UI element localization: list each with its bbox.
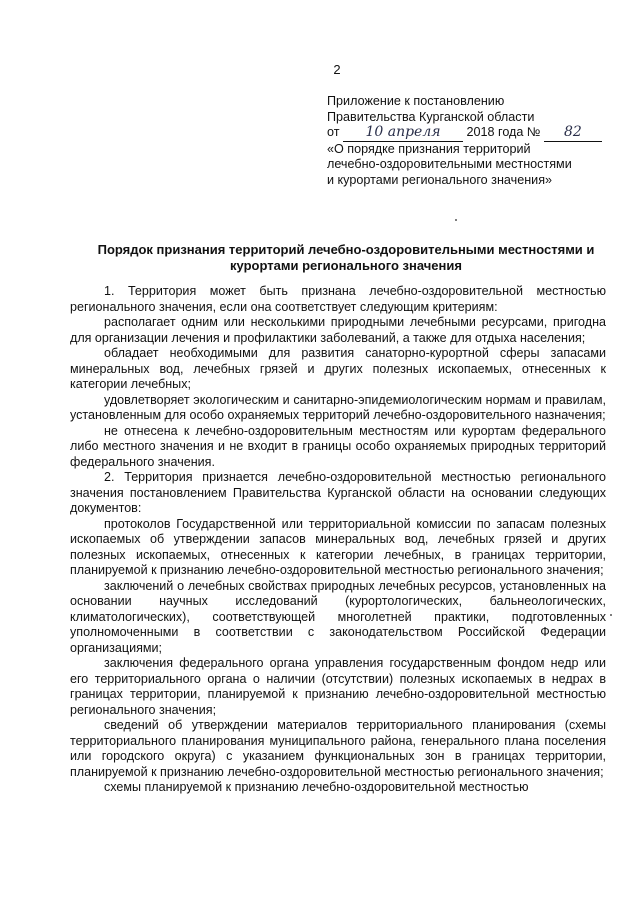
- paragraph: заключения федерального органа управления государственным фондом недр или его территориального органа о наличии (отсутствии) полезных ископаемых в недрах в границах территории, планируемой к признанию лечебно-оздоровительной местностью регионального значения;: [70, 656, 606, 717]
- paragraph: располагает одним или несколькими природными лечебными ресурсами, пригодна для организации лечения и профилактики заболеваний, а также для отдыха населения;: [70, 315, 606, 345]
- paragraph: заключений о лечебных свойствах природных лечебных ресурсов, установленных на основании научных исследований (курортологических, бальнеологических, климатологических), соответствующей многолетней практики, подготовленных уполномоченными в соответствии с законодательством Российской Федерации организациями;: [70, 578, 606, 655]
- title-line-1: Порядок признания территорий лечебно-оздоровительными местностями и: [97, 242, 595, 257]
- from-label: от: [327, 125, 340, 139]
- document-title: [72, 242, 620, 274]
- appendix-line-2: Правительства Курганской области: [327, 109, 535, 124]
- paragraph: удовлетворяет экологическим и санитарно-эпидемиологическим нормам и правилам, установленным для особо охраняемых территорий лечебно-оздоровительного назначения;: [70, 392, 606, 422]
- paragraph: 1. Территория может быть признана лечебно-оздоровительной местностью регионального значения, если она соответствует следующим критериям:: [70, 284, 606, 314]
- paragraph: протоколов Государственной или территориальной комиссии по запасам полезных ископаемых об утверждении запасов минеральных вод, лечебных грязей и других полезных ископаемых, отнесенных к категории лечебных, в границах территории, планируемой к признанию лечебно-оздоровительной местностью регионального значения;: [70, 516, 606, 577]
- year-text: 2018 года №: [466, 125, 541, 139]
- paragraph: обладает необходимыми для развития санаторно-курортной сферы запасами минеральных вод, лечебных грязей и других полезных ископаемых, отнесенных к категории лечебных;: [70, 346, 606, 391]
- appendix-date-line: [327, 125, 627, 142]
- document-body: [70, 284, 606, 796]
- paragraph: 2. Территория признается лечебно-оздоровительной местностью регионального значения постановлением Правительства Курганской области на основании следующих документов:: [70, 470, 606, 515]
- handwritten-number: 82: [544, 125, 602, 142]
- appendix-quote-line-2: лечебно-оздоровительными местностями: [327, 157, 572, 171]
- paragraph: не отнесена к лечебно-оздоровительным местностям или курортам федерального либо местного значения и не входит в границы особо охраняемых природных территорий федерального значения.: [70, 423, 606, 469]
- appendix-quote-line-1: «О порядке признания территорий: [327, 141, 531, 156]
- paragraph: схемы планируемой к признанию лечебно-оздоровительной местностью: [104, 780, 529, 794]
- appendix-quote-line-3: и курортами регионального значения»: [327, 172, 553, 187]
- scan-speck: [610, 614, 612, 616]
- scan-speck: [455, 219, 457, 221]
- appendix-header: [327, 94, 627, 188]
- paragraph: сведений об утверждении материалов территориального планирования (схемы территориального планирования муниципального района, генерального плана поселения или городского округа) с указанием функциональных зон в границах территории, планируемой к признанию лечебно-оздоровительной местностью регионального значения;: [70, 718, 606, 779]
- appendix-line-1: Приложение к постановлению: [327, 94, 505, 108]
- page-number: 2: [333, 62, 341, 77]
- title-line-2: курортами регионального значения: [230, 258, 462, 273]
- handwritten-date: 10 апреля: [343, 125, 463, 142]
